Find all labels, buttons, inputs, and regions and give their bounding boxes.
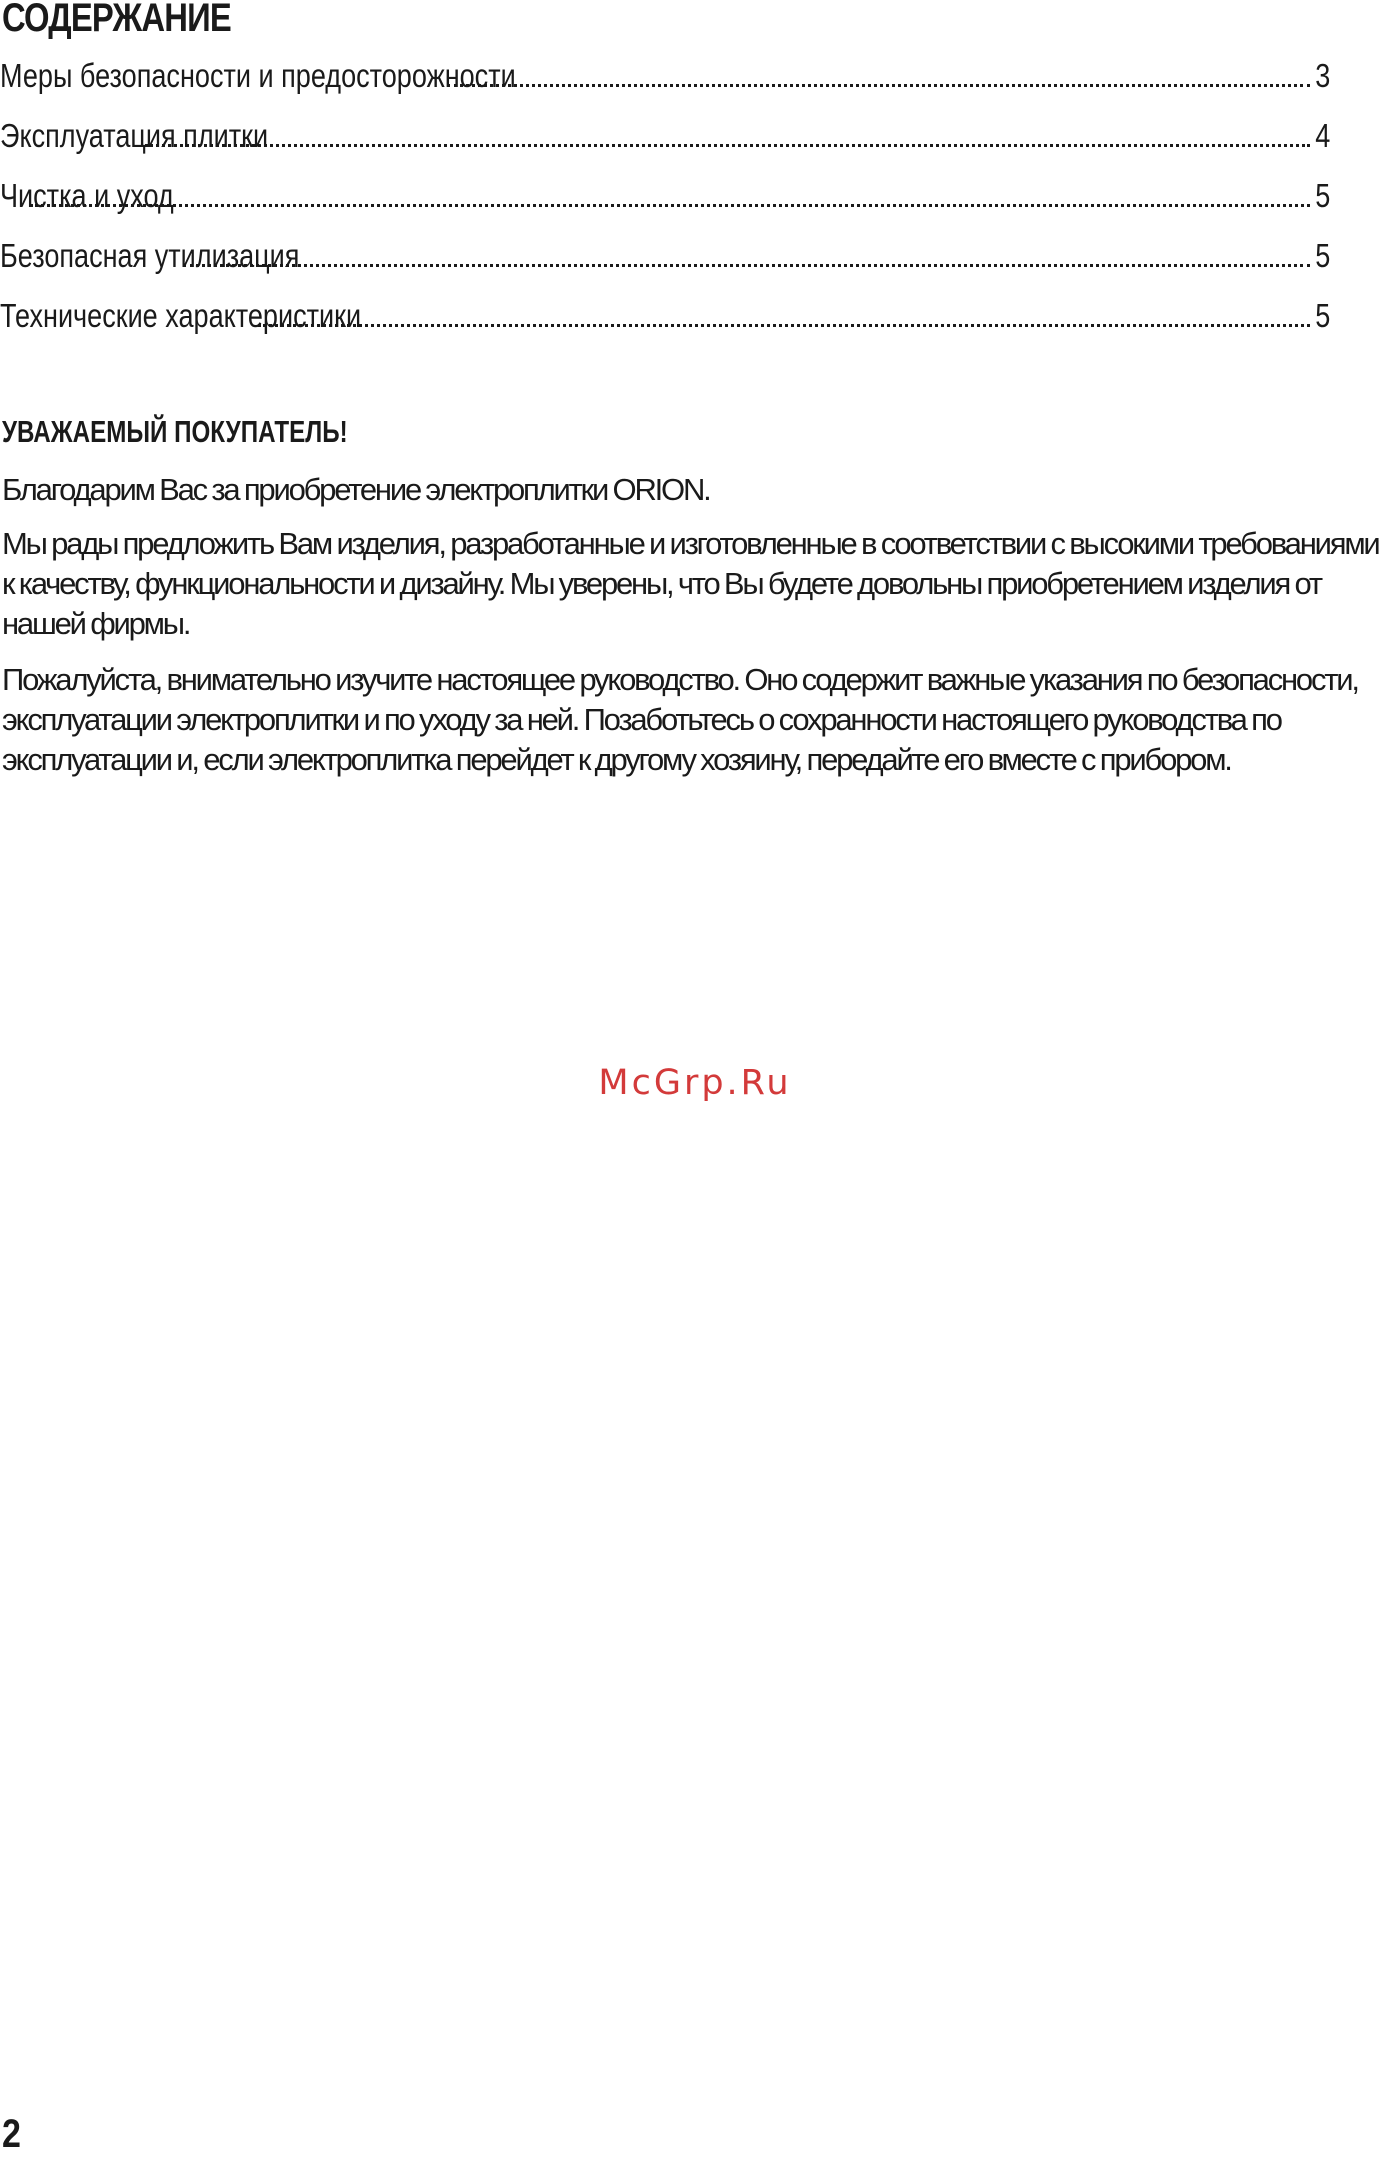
toc-entry[interactable]	[0, 116, 1330, 176]
toc-dot-leader	[258, 324, 1310, 327]
toc-entry[interactable]	[0, 236, 1330, 296]
toc-entry-page: 3	[1314, 57, 1330, 94]
toc-entry-label: Меры безопасности и предосторожности	[0, 57, 516, 94]
watermark-text: McGrp.Ru	[598, 1063, 792, 1103]
toc-dot-leader	[183, 264, 1310, 267]
page-number: 2	[2, 2112, 21, 2156]
manual-instructions-paragraph: Пожалуйста, внимательно изучите настоящее руководство. Оно содержит важные указания по безопасности, эксплуатации электроплитки и по уходу за ней. Позаботьтесь о сохранности настоящего руководства по эксплуатации и, если электроплитка перейдет к другому хозяину, передайте его вместе с прибором.	[2, 662, 1358, 777]
toc-entry-page: 5	[1314, 237, 1330, 274]
toc-entry-page: 5	[1314, 177, 1330, 214]
toc-dot-leader	[145, 144, 1310, 147]
toc-entry[interactable]	[0, 56, 1330, 116]
greeting-heading: УВАЖАЕМЫЙ ПОКУПАТЕЛЬ!	[2, 414, 348, 449]
toc-entry-label: Безопасная утилизация	[0, 237, 300, 274]
table-of-contents	[0, 56, 1330, 356]
toc-entry-label: Чистка и уход	[0, 177, 174, 214]
toc-entry-page: 5	[1314, 297, 1330, 334]
toc-title: СОДЕРЖАНИЕ	[2, 0, 231, 40]
toc-dot-leader	[447, 84, 1310, 87]
quality-paragraph: Мы рады предложить Вам изделия, разработанные и изготовленные в соответствии с высокими требованиями к качеству, функциональности и дизайну. Мы уверены, что Вы будете довольны приобретением изделия от нашей фирмы.	[2, 526, 1379, 641]
toc-entry-label: Эксплуатация плитки	[0, 117, 269, 154]
toc-dot-leader	[30, 204, 1310, 207]
toc-entry-label: Технические характеристики	[0, 297, 362, 334]
thank-you-paragraph: Благодарим Вас за приобретение электроплитки ORION.	[2, 472, 710, 507]
toc-entry[interactable]	[0, 176, 1330, 236]
toc-entry-page: 4	[1314, 117, 1330, 154]
toc-entry[interactable]	[0, 296, 1330, 356]
